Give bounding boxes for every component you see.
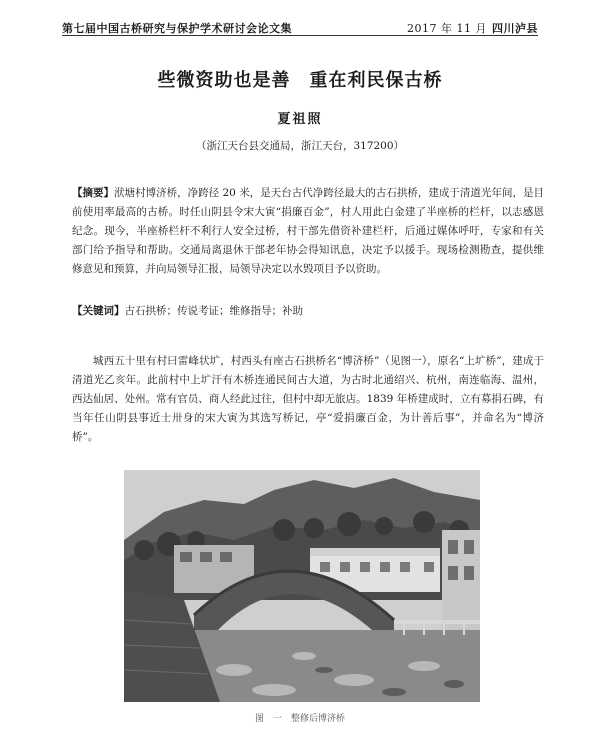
figure-caption: 图 一 整修后博济桥 bbox=[254, 714, 345, 724]
abstract-text: 洑塘村博济桥，净跨径 20 米，是天台古代净跨径最大的古石拱桥，建成于清道光年间，是目前使用率最高的古桥。时任山阴县令宋大寅“捐廉百金”，村人用此白金建了半座桥的栏杆，以志感恩纪念。现今，半座桥栏杆不利行人安全过桥，村干部先借资补建栏杆，后通过媒体呼吁，专家和有关部门给予指导和帮助。交通局离退休干部老年协会得知讯息，决定予以援手。现场检测勘查，提供维修意见和预算，并向局领导汇报，局领导决定以水毁项目予以资助。 bbox=[72, 187, 544, 275]
abstract bbox=[72, 184, 544, 279]
bridge-photo-illustration bbox=[124, 470, 480, 702]
running-header bbox=[62, 20, 538, 36]
abstract-label: 【摘要】 bbox=[72, 187, 115, 199]
keywords-label: 【关键词】 bbox=[72, 305, 125, 317]
publication-date: 2017 年 11 月 bbox=[407, 22, 487, 35]
author-affiliation: （浙江天台县交通局，浙江天台，317200） bbox=[195, 140, 405, 152]
bridge-photo bbox=[124, 470, 480, 702]
keywords-text: 古石拱桥；传说考证；维修指导；补助 bbox=[124, 305, 303, 317]
body-text bbox=[72, 352, 544, 447]
body-paragraph: 城西五十里有村曰雷峰状圹，村西头有座古石拱桥名“博济桥”（见图一），原名“上圹桥”，建成于清道光乙亥年。此前村中上圹汗有木桥连通民间古大道，为古时北通绍兴、杭州，南连临海、温州，西达仙居、处州。常有官员、商人经此过往，但村中却无旅店。1839 年桥建成时，立有募捐石碑，有当年任山阴县事近士卅身的宋大寅为其选写桥记，亭“爱捐廉百金，为计善后事”，并命名为“博济桥”。 bbox=[72, 355, 544, 443]
proceedings-title: 第七届中国古桥研究与保护学术研讨会论文集 bbox=[62, 22, 292, 35]
author-name: 夏祖照 bbox=[277, 112, 323, 127]
keywords bbox=[72, 302, 544, 321]
conference-location: 四川泸县 bbox=[492, 22, 538, 35]
article-title: 些微资助也是善 重在利民保古桥 bbox=[157, 70, 443, 91]
